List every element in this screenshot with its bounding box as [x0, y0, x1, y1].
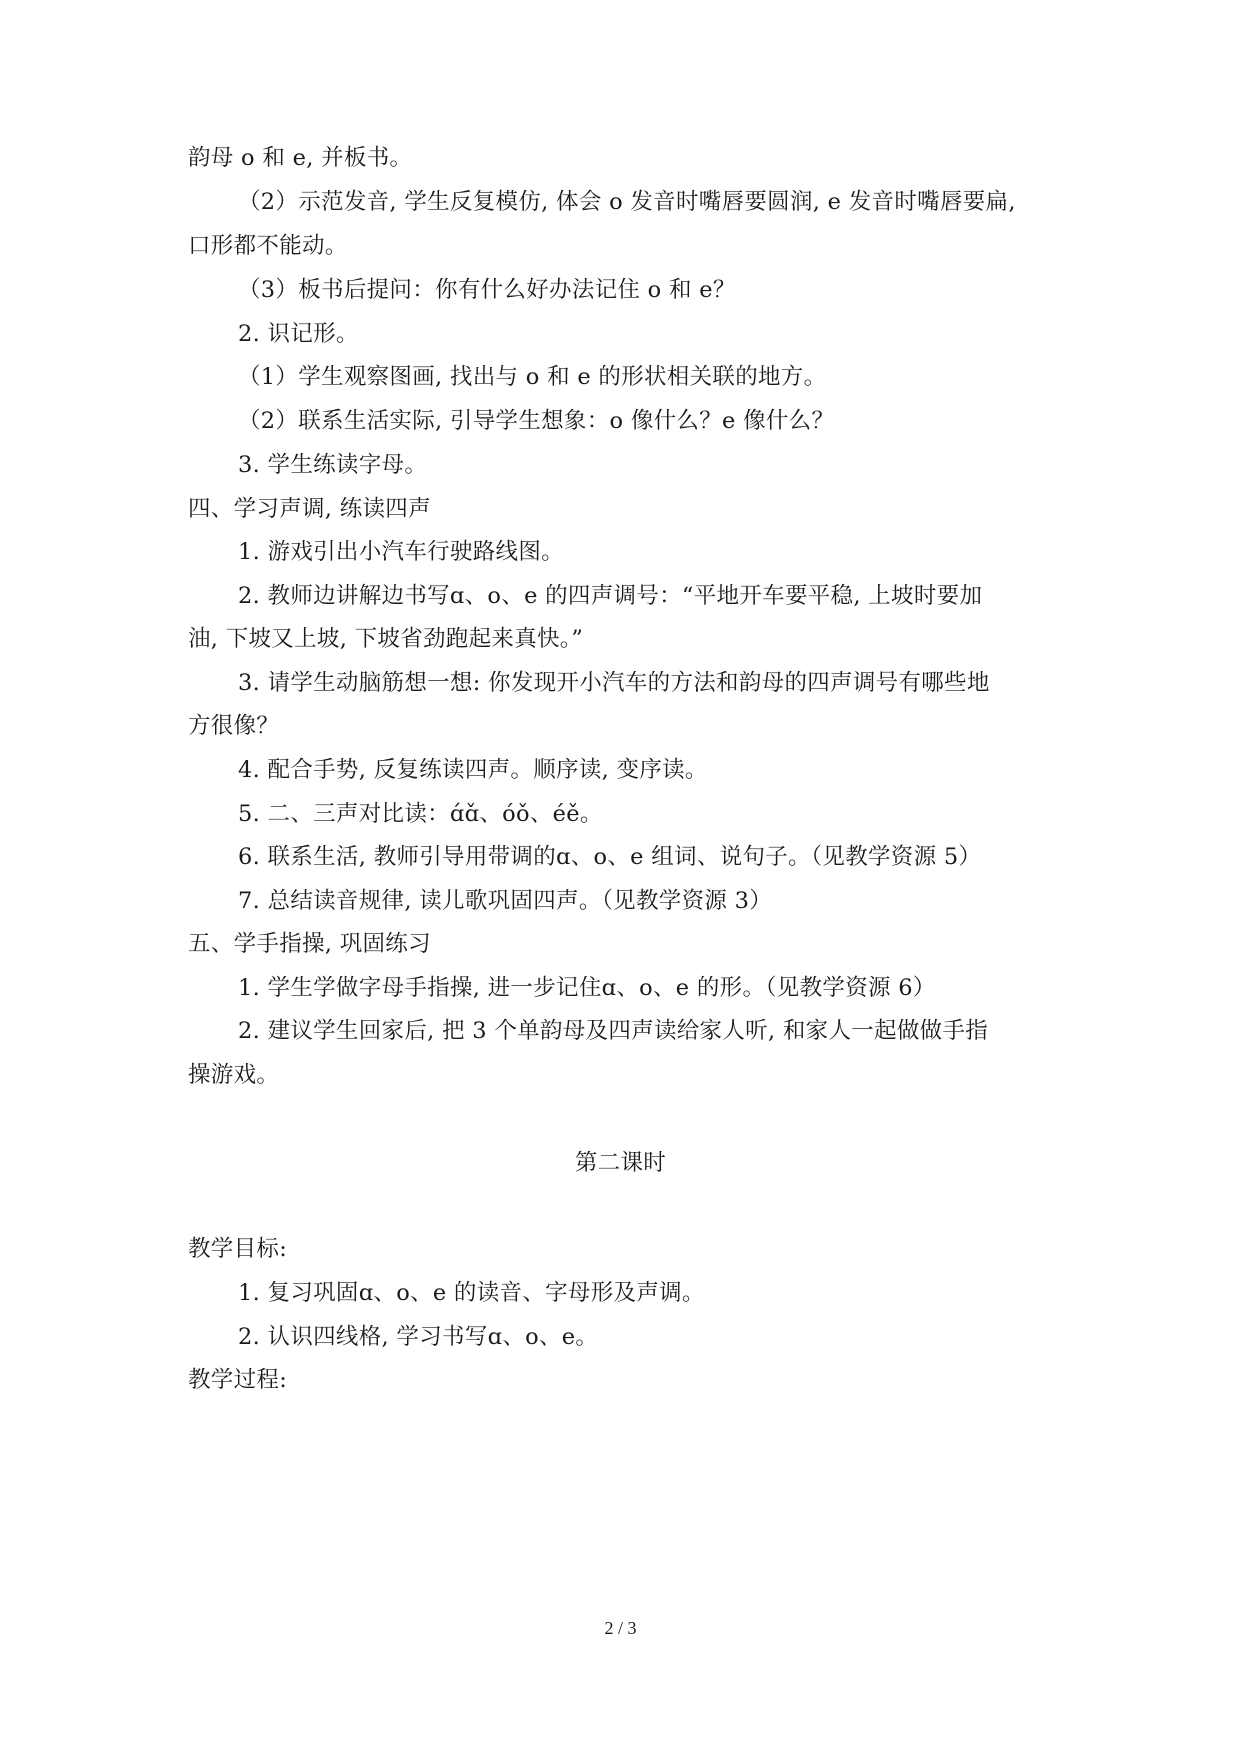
- text-line: 1. 复习巩固ɑ、o、e 的读音、字母形及声调。: [238, 1280, 705, 1306]
- section-heading: 五、学手指操, 巩固练习: [188, 931, 431, 957]
- text-line: 韵母 o 和 e, 并板书。: [188, 145, 413, 171]
- text-line: 2. 教师边讲解边书写ɑ、o、e 的四声调号：“平地开车要平稳, 上坡时要加: [238, 583, 983, 609]
- text-line: 油, 下坡又上坡, 下坡省劲跑起来真快。”: [188, 626, 584, 652]
- subheading: 教学目标:: [188, 1236, 288, 1262]
- text-line: 2. 认识四线格, 学习书写ɑ、o、e。: [238, 1324, 599, 1350]
- page-number: 2 / 3: [604, 1618, 637, 1638]
- subheading: 教学过程:: [188, 1367, 288, 1393]
- section-heading: 四、学习声调, 练读四声: [188, 496, 431, 522]
- lesson-title: 第二课时: [574, 1150, 667, 1176]
- text-line: 操游戏。: [188, 1062, 280, 1088]
- text-line: 6. 联系生活, 教师引导用带调的ɑ、o、e 组词、说句子。（见教学资源 5）: [238, 844, 982, 870]
- text-line: （2）联系生活实际, 引导学生想象：o 像什么？e 像什么？: [238, 408, 835, 434]
- text-line: 1. 学生学做字母手指操, 进一步记住ɑ、o、e 的形。（见教学资源 6）: [238, 975, 936, 1001]
- text-line: 3. 请学生动脑筋想一想: 你发现开小汽车的方法和韵母的四声调号有哪些地: [238, 670, 990, 696]
- text-line: 口形都不能动。: [188, 233, 348, 259]
- text-line: 2. 识记形。: [238, 321, 359, 347]
- text-line: 3. 学生练读字母。: [238, 452, 428, 478]
- text-line: 1. 游戏引出小汽车行驶路线图。: [238, 539, 564, 565]
- text-line: 方很像？: [188, 713, 280, 739]
- text-line: 5. 二、三声对比读：ɑ́ɑ̌、óǒ、éě。: [238, 801, 603, 827]
- text-line: 2. 建议学生回家后, 把 3 个单韵母及四声读给家人听, 和家人一起做做手指: [238, 1018, 989, 1044]
- text-line: 7. 总结读音规律, 读儿歌巩固四声。（见教学资源 3）: [238, 888, 773, 914]
- text-line: （3）板书后提问：你有什么好办法记住 o 和 e？: [238, 277, 736, 303]
- text-line: （2）示范发音, 学生反复模仿, 体会 o 发音时嘴唇要圆润, e 发音时嘴唇要扁,: [238, 189, 1016, 215]
- text-line: （1）学生观察图画, 找出与 o 和 e 的形状相关联的地方。: [238, 364, 827, 390]
- text-line: 4. 配合手势, 反复练读四声。顺序读, 变序读。: [238, 757, 708, 783]
